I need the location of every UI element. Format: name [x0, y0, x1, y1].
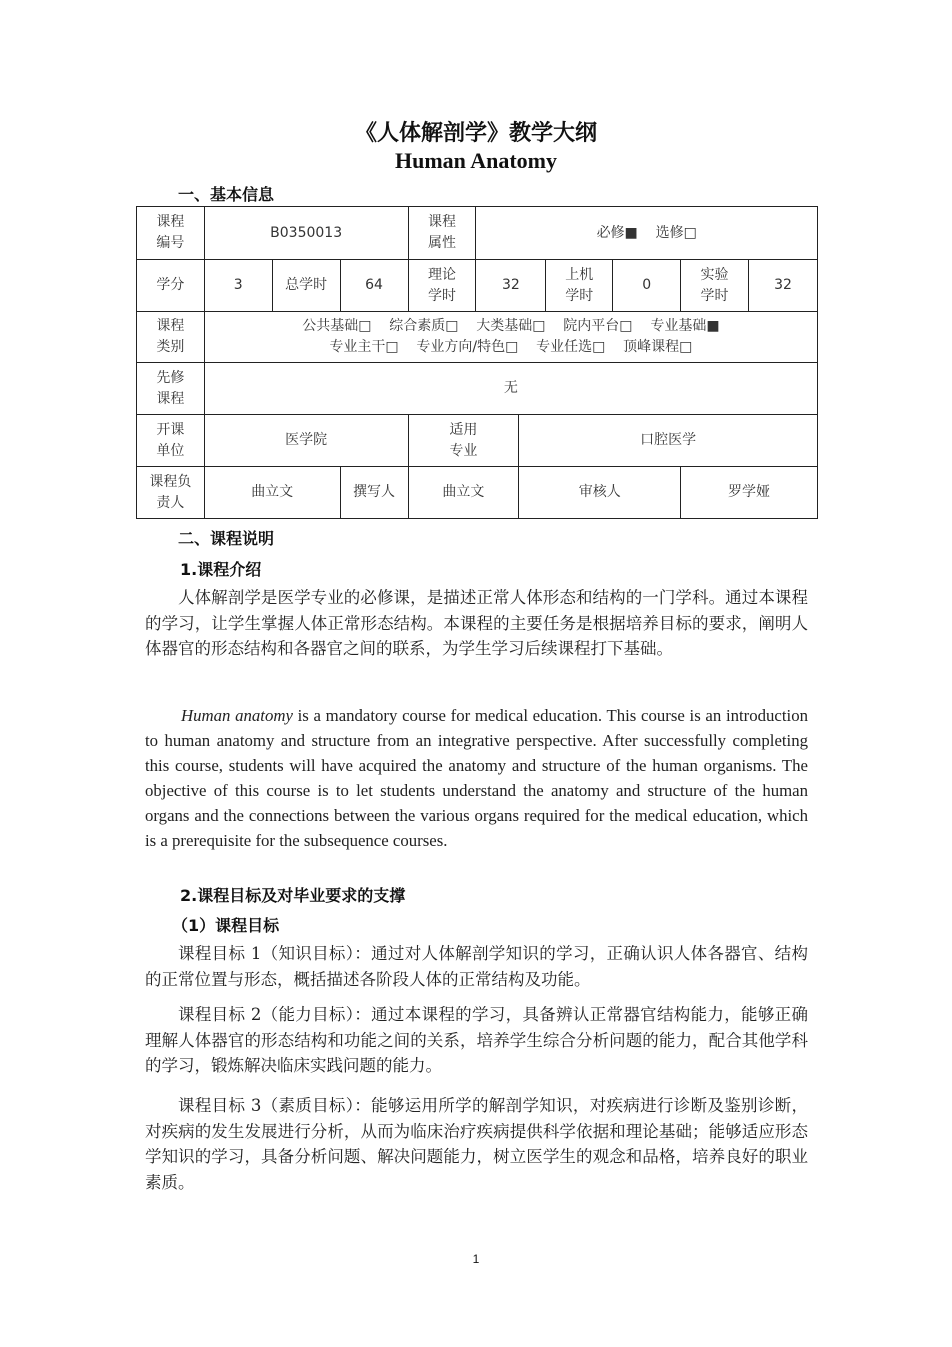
leader-label: 课程负 责人 — [137, 467, 205, 519]
course-goal-2: 课程目标 2（能力目标）：通过本课程的学习，具备辨认正常器官结构能力，能够正确理解人体器官的形态结构和功能之间的关系，培养学生综合分析问题的能力，配合其他学科的学习，锻炼解决临床实践问题的能力。 — [145, 1005, 808, 1075]
course-goals-subheading: （1）课程目标 — [172, 916, 280, 935]
prerequisite-label: 先修 课程 — [137, 363, 205, 415]
course-goal-1: 课程目标 1（知识目标）：通过对人体解剖学知识的学习，正确认识人体各器官、结构的正常位置与形态，概括描述各阶段人体的正常结构及功能。 — [145, 944, 808, 989]
intro-en-italic: Human anatomy — [181, 706, 293, 725]
leader-value: 曲立文 — [204, 467, 340, 519]
table-row — [137, 467, 818, 519]
unit-label: 开课 单位 — [137, 415, 205, 467]
table-row — [137, 207, 818, 260]
course-category-value — [204, 312, 817, 363]
theory-hours-value: 32 — [476, 260, 546, 312]
writer-value: 曲立文 — [408, 467, 519, 519]
major-value: 口腔医学 — [519, 415, 818, 467]
course-intro-en — [145, 703, 808, 853]
course-goals-heading: 2.课程目标及对毕业要求的支撑 — [180, 886, 406, 905]
basic-info-table — [136, 206, 818, 519]
section-basic-info-heading: 一、基本信息 — [178, 185, 275, 204]
category-line-2: 专业主干□ 专业方向/特色□ 专业任选□ 顶峰课程□ — [329, 339, 693, 355]
course-code-label: 课程 编号 — [137, 207, 205, 260]
course-intro-heading: 1.课程介绍 — [180, 560, 262, 579]
course-code-value: B0350013 — [204, 207, 408, 260]
course-goal-3: 课程目标 3（素质目标）：能够运用所学的解剖学知识，对疾病进行诊断及鉴别诊断，对疾病的发生发展进行分析，从而为临床治疗疾病提供科学依据和理论基础；能够适应形态学知识的学习，具备分析问题、解决问题能力，树立医学生的观念和品格，培养良好的职业素质。 — [145, 1096, 808, 1192]
document-title-cn: 《人体解剖学》教学大纲 — [354, 121, 597, 146]
course-category-label: 课程 类别 — [137, 312, 205, 363]
section-course-description-heading: 二、课程说明 — [178, 529, 275, 548]
total-hours-value: 64 — [340, 260, 408, 312]
theory-hours-label: 理论 学时 — [408, 260, 476, 312]
prerequisite-value: 无 — [204, 363, 817, 415]
major-label: 适用 专业 — [408, 415, 519, 467]
page-number: 1 — [472, 1252, 480, 1266]
course-intro-cn: 人体解剖学是医学专业的必修课，是描述正常人体形态和结构的一门学科。通过本课程的学习，让学生掌握人体正常形态结构。本课程的主要任务是根据培养目标的要求，阐明人体器官的形态结构和各器官之间的联系，为学生学习后续课程打下基础。 — [145, 588, 808, 658]
table-row — [137, 260, 818, 312]
course-attr-value: 必修■ 选修□ — [476, 207, 818, 260]
reviewer-value: 罗学娅 — [681, 467, 818, 519]
category-line-1: 公共基础□ 综合素质□ 大类基础□ 院内平台□ 专业基础■ — [302, 318, 720, 334]
lab-hours-label: 实验 学时 — [681, 260, 749, 312]
total-hours-label: 总学时 — [272, 260, 340, 312]
document-title-en: Human Anatomy — [395, 148, 557, 173]
table-row — [137, 363, 818, 415]
credit-value: 3 — [204, 260, 272, 312]
writer-label: 撰写人 — [340, 467, 408, 519]
computer-hours-value: 0 — [613, 260, 681, 312]
lab-hours-value: 32 — [749, 260, 818, 312]
course-attr-label: 课程 属性 — [408, 207, 476, 260]
reviewer-label: 审核人 — [519, 467, 681, 519]
computer-hours-label: 上机 学时 — [546, 260, 613, 312]
unit-value: 医学院 — [204, 415, 408, 467]
table-row — [137, 312, 818, 363]
credit-label: 学分 — [137, 260, 205, 312]
table-row — [137, 415, 818, 467]
intro-en-text: is a mandatory course for medical education. This course is an introduction to human anatomy and structure from an integrative perspective. After successfully completing this course, students will have acquired the anatomy and structure of the human organisms. The objective of this course is to let students understand the anatomy and structure of the human organs and the connections between the various organs required for the medical education, which is a prerequisite for the subsequence courses. — [145, 706, 808, 850]
